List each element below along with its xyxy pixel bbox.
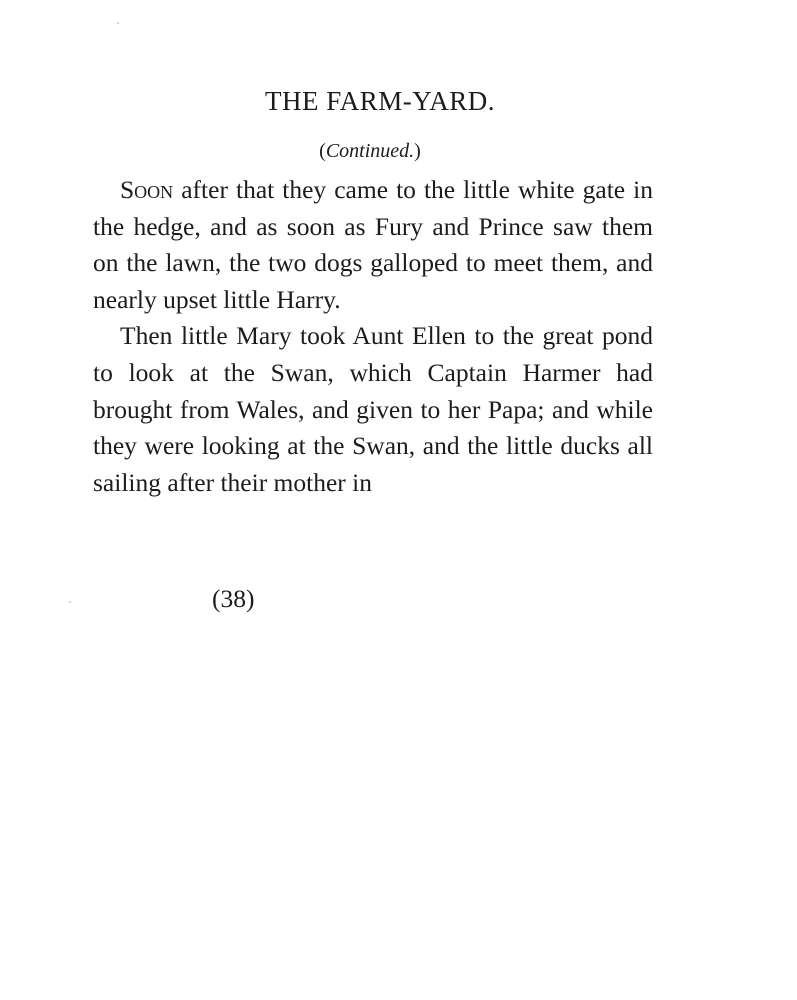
paper-speck [69, 601, 71, 603]
paragraph-2 [93, 318, 653, 501]
subtitle-open-paren: ( [319, 140, 326, 162]
paragraph-text: after that they came to the little white gate in the hedge, and as soon as Fury and Prince saw them on the lawn, the two dogs galloped to meet them, and nearly upset little Harry. [93, 175, 653, 314]
body-text [93, 172, 653, 501]
subtitle-continued: Continued. [325, 140, 415, 162]
paper-speck [117, 22, 119, 24]
paragraph-text: Then little Mary took Aunt Ellen to the great pond to look at the Swan, which Captain Harmer had brought from Wales, and given to her Papa; and while they were looking at the Swan, and the little ducks all sailing after their mother in [93, 321, 653, 497]
paragraph-1 [93, 172, 653, 318]
chapter-subtitle [0, 138, 740, 164]
chapter-title: THE FARM-YARD. [264, 86, 495, 116]
page-number: (38) [212, 584, 255, 613]
subtitle-close-paren: ) [414, 140, 421, 162]
paragraph-lead-word: Soon [120, 175, 174, 204]
